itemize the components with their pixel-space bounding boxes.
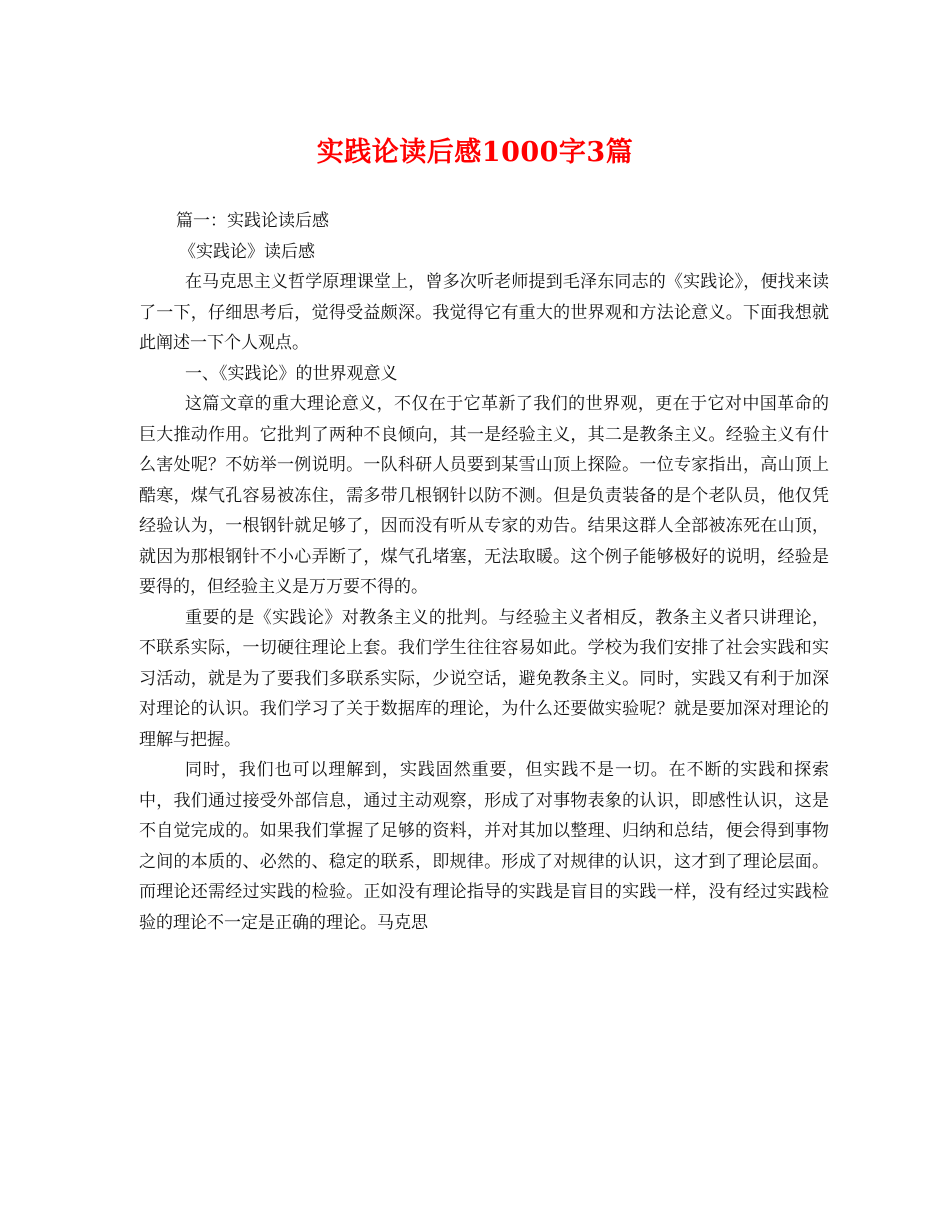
section-heading-worldview: 一、《实践论》的世界观意义 — [185, 363, 398, 384]
paragraph-practice-theory: 同时，我们也可以理解到，实践固然重要，但实践不是一切。在不断的实践和探索中，我们通过接受外部信息，通过主动观察，形成了对事物表象的认识，即感性认识，这是不自觉完成的。如果我们掌握了足够的资料，并对其加以整理、归纳和总结，便会得到事物之间的本质的、必然的、稳定的联系，即规律。形成了对规律的认识，这才到了理论层面。而理论还需经过实践的检验。正如没有理论指导的实践是盲目的实践一样，没有经过实践检验的理论不一定是正确的理论。马克思 — [139, 760, 829, 933]
essay-subtitle: 《实践论》读后感 — [179, 241, 315, 262]
paragraph-empiricism: 这篇文章的重大理论意义，不仅在于它革新了我们的世界观，更在于它对中国革命的巨大推动作用。它批判了两种不良倾向，其一是经验主义，其二是教条主义。经验主义有什么害处呢？不妨举一例说明。一队科研人员要到某雪山顶上探险。一位专家指出，高山顶上酷寒，煤气孔容易被冻住，需多带几根钢针以防不测。但是负责装备的是个老队员，他仅凭经验认为，一根钢针就足够了，因而没有听从专家的劝告。结果这群人全部被冻死在山顶，就因为那根钢针不小心弄断了，煤气孔堵塞，无法取暖。这个例子能够极好的说明，经验是要得的，但经验主义是万万要不得的。 — [139, 394, 829, 597]
document-title: 实践论读后感1000字3篇 — [316, 137, 634, 168]
paragraph-dogmatism: 重要的是《实践论》对教条主义的批判。与经验主义者相反，教条主义者只讲理论，不联系实际，一切硬往理论上套。我们学生往往容易如此。学校为我们安排了社会实践和实习活动，就是为了要我们多联系实际，少说空话，避免教条主义。同时，实践又有利于加深对理论的认识。我们学习了关于数据库的理论，为什么还要做实验呢？就是要加深对理论的理解与把握。 — [139, 607, 829, 750]
section-heading: 篇一：实践论读后感 — [176, 211, 329, 231]
paragraph-intro: 在马克思主义哲学原理课堂上，曾多次听老师提到毛泽东同志的《实践论》，便找来读了一下，仔细思考后，觉得受益颇深。我觉得它有重大的世界观和方法论意义。下面我想就此阐述一下个人观点。 — [139, 272, 829, 353]
document-body — [139, 206, 829, 938]
